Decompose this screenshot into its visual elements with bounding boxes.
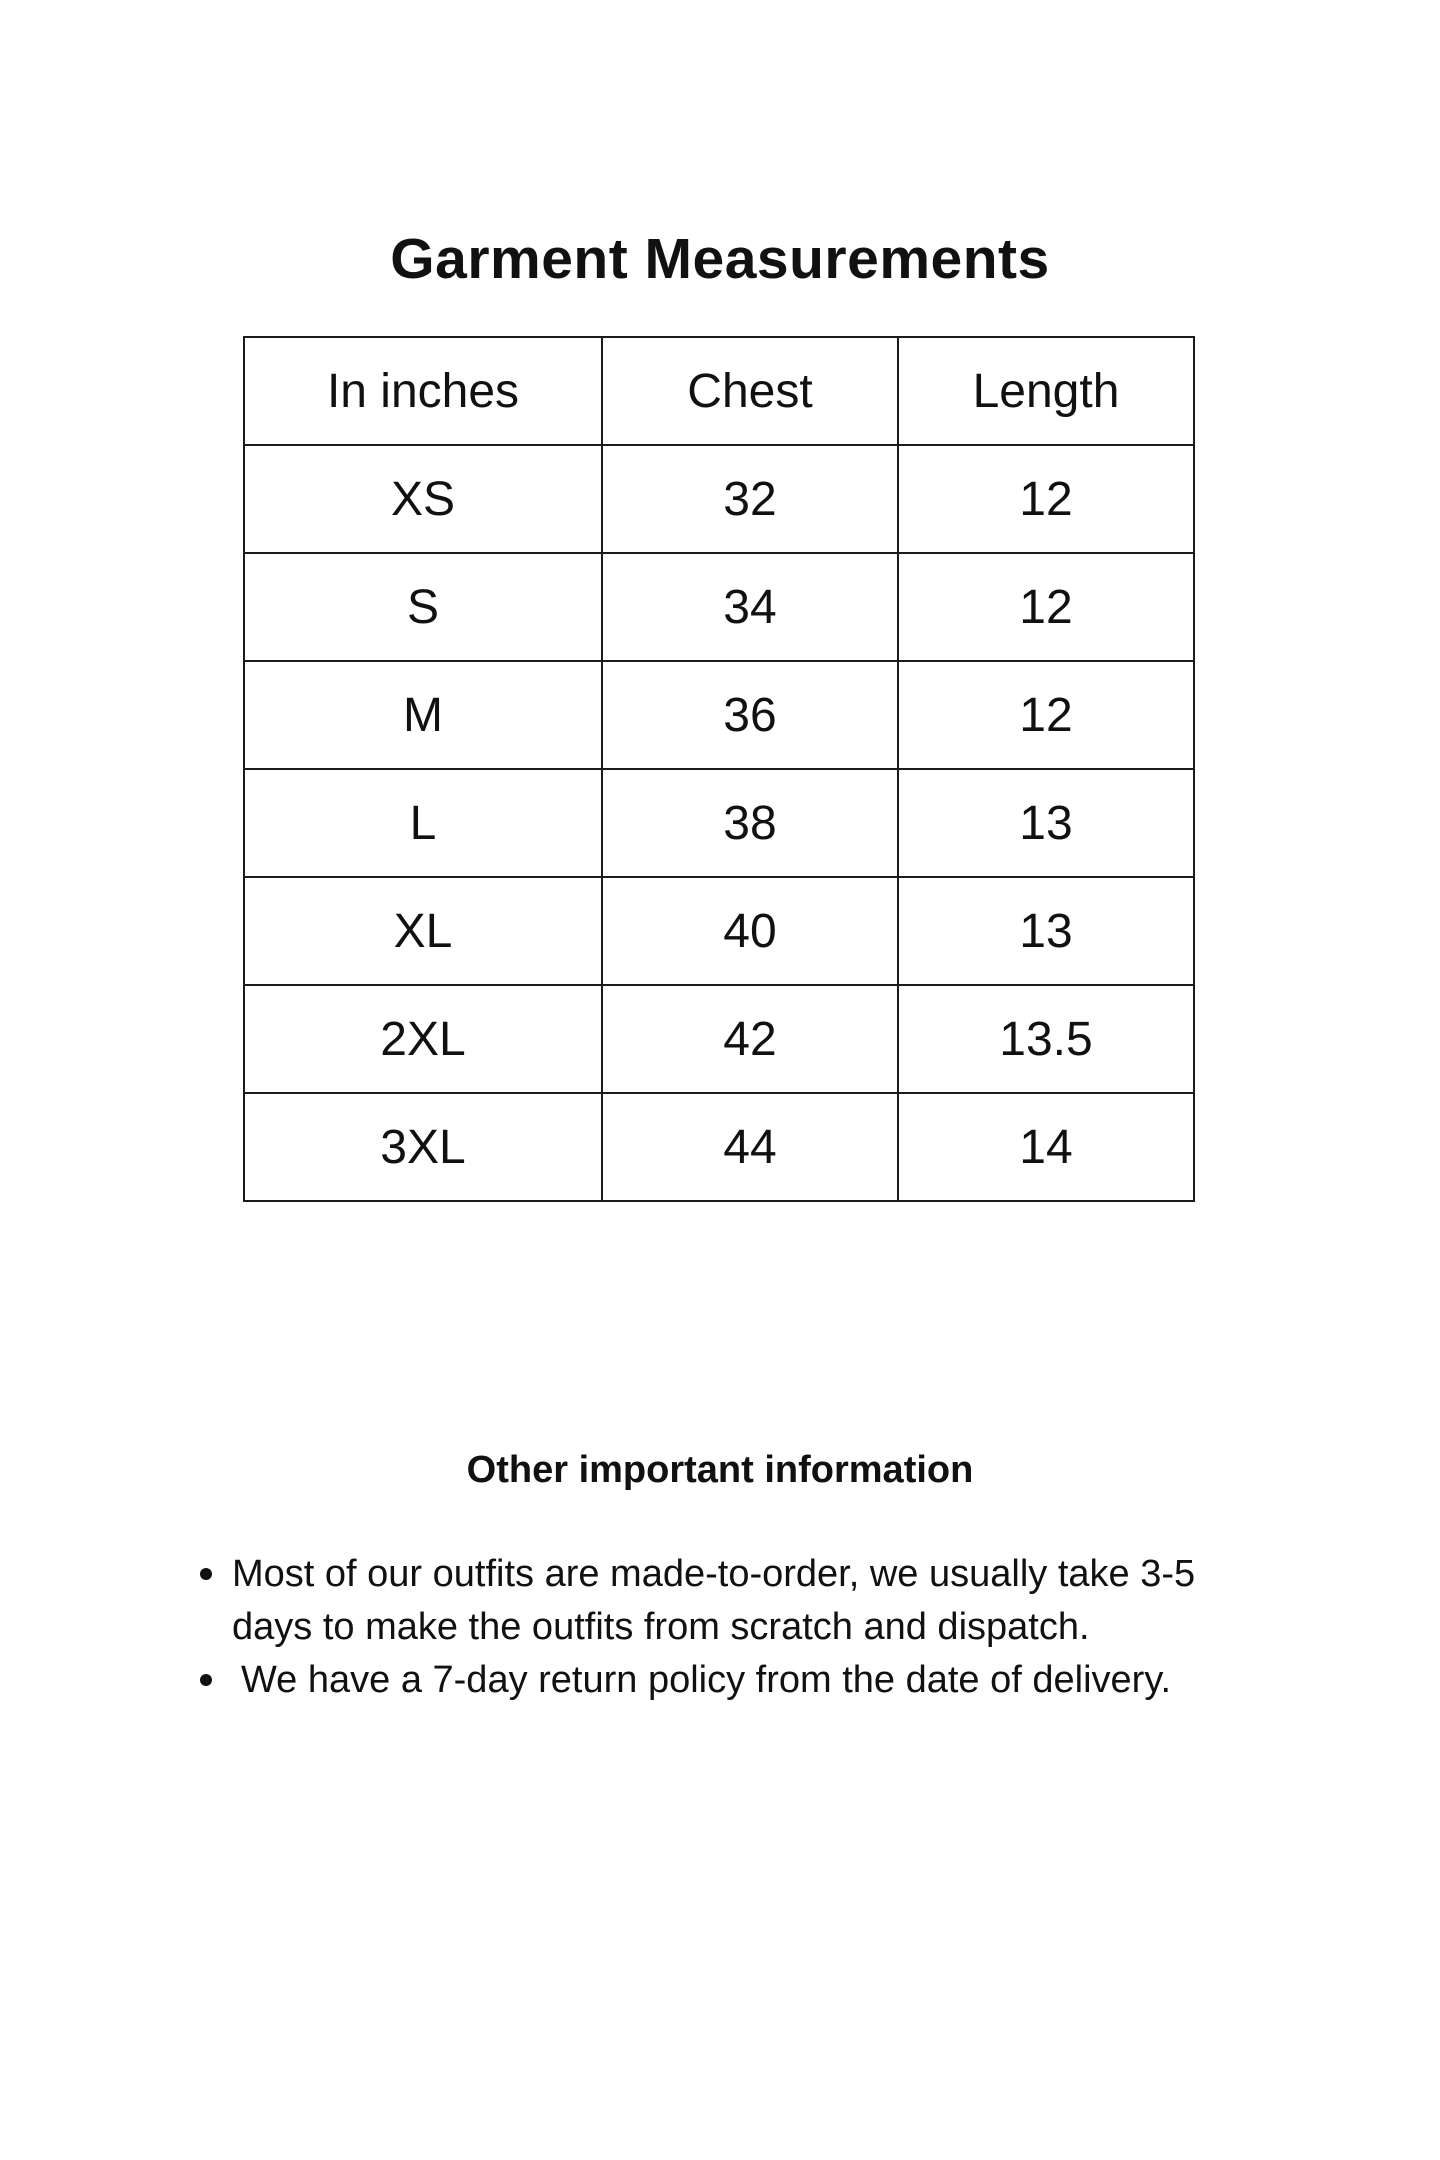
size-cell: M [244, 661, 602, 769]
length-cell: 13.5 [898, 985, 1194, 1093]
table-row [244, 877, 1194, 985]
table-row [244, 1093, 1194, 1201]
table-row [244, 553, 1194, 661]
chest-cell: 42 [602, 985, 898, 1093]
size-cell: 2XL [244, 985, 602, 1093]
header-chest: Chest [602, 337, 898, 445]
info-item-text: We have a 7-day return policy from the date of delivery. [241, 1659, 1172, 1701]
page-title: Garment Measurements [390, 227, 1050, 292]
length-cell: 14 [898, 1093, 1194, 1201]
table-row [244, 661, 1194, 769]
table-header-row [244, 337, 1194, 445]
table-row [244, 985, 1194, 1093]
info-list [232, 1548, 1282, 1707]
length-cell: 12 [898, 445, 1194, 553]
length-cell: 12 [898, 553, 1194, 661]
size-cell: 3XL [244, 1093, 602, 1201]
chest-cell: 36 [602, 661, 898, 769]
list-item [232, 1548, 1282, 1654]
size-cell: L [244, 769, 602, 877]
length-cell: 13 [898, 769, 1194, 877]
size-chart-table [243, 336, 1195, 1202]
info-item-text: Most of our outfits are made-to-order, we usually take 3-5 days to make the outfits from scratch and dispatch. [232, 1553, 1196, 1648]
size-cell: S [244, 553, 602, 661]
length-cell: 13 [898, 877, 1194, 985]
table-row [244, 769, 1194, 877]
chest-cell: 40 [602, 877, 898, 985]
chest-cell: 32 [602, 445, 898, 553]
size-cell: XL [244, 877, 602, 985]
list-item [232, 1654, 1282, 1707]
bullet-icon [200, 1674, 212, 1686]
chest-cell: 44 [602, 1093, 898, 1201]
header-length: Length [898, 337, 1194, 445]
chest-cell: 38 [602, 769, 898, 877]
table-row [244, 445, 1194, 553]
info-heading: Other important information [466, 1448, 974, 1491]
bullet-icon [200, 1568, 212, 1580]
size-cell: XS [244, 445, 602, 553]
chest-cell: 34 [602, 553, 898, 661]
header-size: In inches [244, 337, 602, 445]
length-cell: 12 [898, 661, 1194, 769]
